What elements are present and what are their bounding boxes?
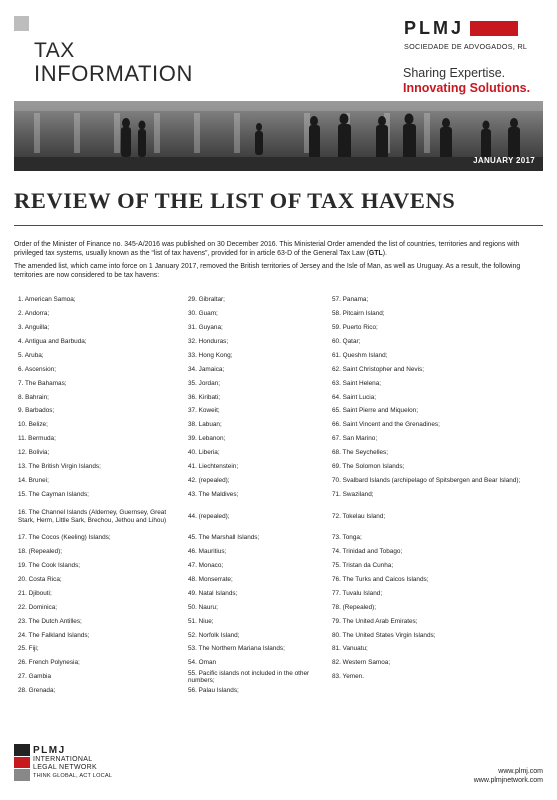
territory-item-text: 73. Tonga; bbox=[332, 534, 362, 542]
territory-item bbox=[188, 477, 324, 485]
territory-item-text: 72. Tokelau Island; bbox=[332, 512, 386, 520]
intro-text bbox=[14, 241, 543, 285]
territory-item-text: 41. Liechtenstein; bbox=[188, 463, 239, 471]
territory-item-text: 38. Labuan; bbox=[188, 421, 222, 429]
territory-item-text: 65. Saint Pierre and Miquelon; bbox=[332, 407, 418, 415]
territory-item-text: 70. Svalbard Islands (archipelago of Spitsbergen and Bear Island); bbox=[332, 476, 521, 484]
territory-item bbox=[188, 534, 324, 542]
territory-item bbox=[18, 673, 176, 681]
territory-item bbox=[18, 491, 176, 499]
title-divider bbox=[14, 225, 543, 226]
tagline-line2: Innovating Solutions. bbox=[403, 81, 531, 95]
territory-item-text: 2. Andorra; bbox=[18, 310, 50, 318]
territory-item-text: 78. (Repealed); bbox=[332, 603, 377, 611]
logo-subtitle: SOCIEDADE DE ADVOGADOS, RL bbox=[404, 42, 528, 51]
territory-item bbox=[188, 645, 324, 653]
territory-item-text: 14. Brunei; bbox=[18, 476, 49, 484]
territory-item bbox=[18, 421, 176, 429]
territory-item-text: 36. Kiribati; bbox=[188, 393, 220, 401]
territory-item bbox=[332, 393, 544, 401]
territory-item-text: 48. Monserrate; bbox=[188, 575, 233, 583]
territory-item bbox=[188, 296, 324, 304]
territory-item bbox=[188, 449, 324, 457]
territory-item-text: 30. Guam; bbox=[188, 310, 218, 318]
territory-item bbox=[188, 505, 324, 529]
territory-item bbox=[332, 338, 544, 346]
territory-item-text: 82. Western Samoa; bbox=[332, 659, 391, 667]
territory-item-text: 8. Bahrain; bbox=[18, 393, 49, 401]
territory-item-text: 16. The Channel Islands (Alderney, Guernsey, Great Stark, Herm, Little Sark, Brechou, Jethou and Lihou) bbox=[18, 509, 167, 524]
plmj-logo bbox=[404, 18, 544, 51]
tax-heading-line1: TAX bbox=[34, 39, 75, 62]
territory-item-text: 61. Queshm Island; bbox=[332, 351, 388, 359]
territory-item-text: 80. The United States Virgin Islands; bbox=[332, 631, 436, 639]
territory-item bbox=[188, 421, 324, 429]
territory-item bbox=[18, 576, 176, 584]
territory-item bbox=[332, 477, 544, 485]
territory-item bbox=[18, 435, 176, 443]
territory-item-text: 24. The Falkland Islands; bbox=[18, 631, 90, 639]
territory-item-text: 39. Lebanon; bbox=[188, 435, 226, 443]
territory-item-text: 27. Gambia bbox=[18, 673, 52, 681]
network-line-2: LEGAL NETWORK bbox=[33, 763, 97, 771]
footer-url-1[interactable]: www.plmj.com bbox=[498, 768, 543, 775]
territory-item-text: 67. San Marino; bbox=[332, 435, 378, 443]
territory-item-text: 45. The Marshall Islands; bbox=[188, 534, 260, 542]
territory-item bbox=[332, 687, 544, 695]
footer-urls bbox=[474, 767, 543, 785]
territory-item bbox=[332, 491, 544, 499]
territory-item-text: 29. Gibraltar; bbox=[188, 296, 225, 304]
territory-item-text: 53. The Northern Mariana Islands; bbox=[188, 645, 285, 653]
corner-square-decoration bbox=[14, 16, 29, 31]
territory-item bbox=[332, 631, 544, 639]
territory-item-text: 64. Saint Lucia; bbox=[332, 393, 377, 401]
tax-information-heading bbox=[34, 40, 193, 85]
territory-item bbox=[18, 407, 176, 415]
territory-item bbox=[188, 659, 324, 667]
territory-item bbox=[332, 296, 544, 304]
territory-item-text: 17. The Cocos (Keeling) Islands; bbox=[18, 534, 111, 542]
tagline bbox=[403, 66, 530, 96]
territory-item bbox=[332, 352, 544, 360]
territory-item bbox=[332, 548, 544, 556]
territory-item-text: 79. The United Arab Emirates; bbox=[332, 617, 418, 625]
territory-item bbox=[18, 393, 176, 401]
territory-item bbox=[18, 379, 176, 387]
territory-item-text: 83. Yemen. bbox=[332, 673, 364, 681]
territory-item-text: 68. The Seychelles; bbox=[332, 449, 389, 457]
territory-item bbox=[332, 617, 544, 625]
territory-item bbox=[188, 617, 324, 625]
territory-item-text: 23. The Dutch Antilles; bbox=[18, 617, 82, 625]
territory-item bbox=[332, 534, 544, 542]
territory-item-text: 63. Saint Helena; bbox=[332, 379, 382, 387]
territory-item bbox=[332, 366, 544, 374]
territory-item-text: 35. Jordan; bbox=[188, 379, 220, 387]
territory-item bbox=[332, 449, 544, 457]
territory-item bbox=[188, 338, 324, 346]
logo-red-block bbox=[470, 21, 518, 36]
territory-item bbox=[18, 463, 176, 471]
territory-item bbox=[332, 659, 544, 667]
territory-item-text: 44. (repealed); bbox=[188, 512, 230, 520]
territory-item-text: 3. Anguilla; bbox=[18, 324, 50, 332]
network-line-1: INTERNATIONAL bbox=[33, 756, 93, 764]
territory-item-text: 40. Liberia; bbox=[188, 449, 220, 457]
intro-p1-abbrev: GTL bbox=[368, 249, 383, 257]
territory-item bbox=[188, 352, 324, 360]
territory-item-text: 4. Antigua and Barbuda; bbox=[18, 337, 87, 345]
page-title: REVIEW OF THE LIST OF TAX HAVENS bbox=[14, 188, 456, 213]
territory-item-text: 9. Barbados; bbox=[18, 407, 55, 415]
territory-item bbox=[188, 491, 324, 499]
territory-item-text: 71. Swaziland; bbox=[332, 490, 374, 498]
footer-logo bbox=[14, 744, 112, 782]
territory-item-text: 1. American Samoa; bbox=[18, 296, 76, 304]
territory-item bbox=[18, 631, 176, 639]
territory-item-text: 81. Vanuatu; bbox=[332, 645, 368, 653]
territory-item-text: 26. French Polynesia; bbox=[18, 659, 80, 667]
territory-item bbox=[188, 366, 324, 374]
territory-item bbox=[188, 687, 324, 695]
territory-item bbox=[188, 576, 324, 584]
territory-item-text: 47. Monaco; bbox=[188, 562, 224, 570]
territory-item bbox=[18, 366, 176, 374]
territory-item-text: 75. Tristan da Cunha; bbox=[332, 562, 394, 570]
banner-date: JANUARY 2017 bbox=[473, 156, 535, 165]
territory-item bbox=[188, 310, 324, 318]
territory-item bbox=[332, 463, 544, 471]
territory-item-text: 32. Honduras; bbox=[188, 337, 229, 345]
territory-item bbox=[332, 576, 544, 584]
territory-item bbox=[18, 310, 176, 318]
territory-item bbox=[18, 477, 176, 485]
territory-item-text: 58. Pitcairn Island; bbox=[332, 310, 385, 318]
territory-item bbox=[18, 449, 176, 457]
territory-item bbox=[332, 435, 544, 443]
territory-item-text: 54. Oman bbox=[188, 659, 217, 667]
territory-item-text: 20. Costa Rica; bbox=[18, 575, 62, 583]
territory-item-text: 31. Guyana; bbox=[188, 324, 223, 332]
territory-item bbox=[188, 562, 324, 570]
territory-item bbox=[18, 687, 176, 695]
territory-item-text: 15. The Cayman Islands; bbox=[18, 490, 89, 498]
territory-item bbox=[18, 324, 176, 332]
territory-item-text: 66. Saint Vincent and the Grenadines; bbox=[332, 421, 440, 429]
territory-item-text: 43. The Maldives; bbox=[188, 490, 239, 498]
tax-heading-line2: INFORMATION bbox=[34, 61, 193, 86]
territory-item bbox=[188, 324, 324, 332]
territory-item-text: 49. Natal Islands; bbox=[188, 589, 238, 597]
territory-item bbox=[18, 534, 176, 542]
territory-item-text: 25. Fiji; bbox=[18, 645, 39, 653]
banner-image bbox=[14, 101, 543, 171]
tagline-line1: Sharing Expertise. bbox=[403, 66, 506, 80]
footer-url-2[interactable]: www.plmjnetwork.com bbox=[473, 777, 543, 784]
territory-item bbox=[332, 562, 544, 570]
territory-item-text: 22. Dominica; bbox=[18, 603, 58, 611]
territory-item-text: 77. Tuvalu Island; bbox=[332, 589, 383, 597]
territory-item-text: 10. Belize; bbox=[18, 421, 48, 429]
territory-item bbox=[18, 505, 176, 529]
territory-item-text: 51. Niue; bbox=[188, 617, 214, 625]
territory-item-text: 19. The Cook Islands; bbox=[18, 562, 81, 570]
territory-item bbox=[18, 338, 176, 346]
territory-item bbox=[188, 548, 324, 556]
territory-item bbox=[18, 296, 176, 304]
territory-item-text: 18. (Repealed); bbox=[18, 548, 63, 556]
territory-item-text: 52. Norfolk Island; bbox=[188, 631, 240, 639]
network-slogan: THINK GLOBAL, ACT LOCAL bbox=[33, 773, 113, 780]
territory-item-text: 74. Trinidad and Tobago; bbox=[332, 548, 403, 556]
territory-item bbox=[188, 393, 324, 401]
territory-item-text: 33. Hong Kong; bbox=[188, 351, 233, 359]
territory-item-text: 6. Ascension; bbox=[18, 365, 57, 373]
territory-item-text: 21. Djibouti; bbox=[18, 589, 52, 597]
footer-logo-text: PLMJ bbox=[33, 745, 66, 757]
territory-item-text: 55. Pacific islands not included in the other numbers; bbox=[188, 669, 310, 684]
intro-paragraph-2: The amended list, which came into force on 1 January 2017, removed the British territories of Jersey and the Isle of Man, as well as Uruguay. As a result, the following territories are now considered to be tax havens: bbox=[14, 263, 521, 279]
territory-item-text: 60. Qatar; bbox=[332, 337, 361, 345]
territory-item bbox=[332, 407, 544, 415]
territory-item bbox=[18, 645, 176, 653]
banner-photo-illustration bbox=[14, 101, 543, 171]
territory-item-text: 12. Bolivia; bbox=[18, 449, 50, 457]
territory-item bbox=[18, 548, 176, 556]
territory-item-text: 62. Saint Christopher and Nevis; bbox=[332, 365, 425, 373]
intro-p1-text: Order of the Minister of Finance no. 345-A/2016 was published on 30 December 2016. This Ministerial Order amended the list of countries, territories and regions with privileged tax systems, usually known as the “list of tax havens”, provided for in article 63-D of the General Tax Law ( bbox=[14, 241, 520, 257]
territory-item bbox=[188, 379, 324, 387]
territory-item-text: 34. Jamaica; bbox=[188, 365, 225, 373]
intro-p1-end: ). bbox=[382, 249, 387, 257]
territory-item bbox=[188, 435, 324, 443]
logo-text: PLMJ bbox=[404, 18, 465, 38]
territory-item bbox=[332, 604, 544, 612]
territory-item bbox=[188, 604, 324, 612]
network-logo-bars bbox=[14, 744, 30, 782]
territory-item bbox=[332, 590, 544, 598]
territory-item bbox=[332, 310, 544, 318]
territory-item bbox=[18, 562, 176, 570]
territory-item bbox=[18, 590, 176, 598]
territory-item-text: 7. The Bahamas; bbox=[18, 379, 67, 387]
territory-item bbox=[18, 352, 176, 360]
territory-item bbox=[18, 617, 176, 625]
territory-item-text: 57. Panama; bbox=[332, 296, 369, 304]
territory-item bbox=[332, 645, 544, 653]
territory-item bbox=[18, 604, 176, 612]
territory-item-text: 42. (repealed); bbox=[188, 476, 230, 484]
territory-item-text: 28. Grenada; bbox=[18, 687, 56, 695]
territory-item-text: 11. Bermuda; bbox=[18, 435, 56, 443]
territory-item bbox=[188, 590, 324, 598]
territory-item bbox=[332, 379, 544, 387]
intro-paragraph-1 bbox=[14, 241, 543, 258]
territory-item-text: 5. Aruba; bbox=[18, 351, 44, 359]
territory-item bbox=[332, 505, 544, 529]
territory-item bbox=[332, 324, 544, 332]
territory-item-text: 37. Koweit; bbox=[188, 407, 220, 415]
territory-item bbox=[332, 421, 544, 429]
territory-item-text: 13. The British Virgin Islands; bbox=[18, 463, 101, 471]
territory-item-text: 50. Nauru; bbox=[188, 603, 218, 611]
territory-item-text: 56. Palau Islands; bbox=[188, 687, 239, 695]
territory-item bbox=[188, 631, 324, 639]
territory-item bbox=[332, 673, 544, 681]
territory-item bbox=[188, 669, 324, 684]
territory-item-text: 46. Mauritius; bbox=[188, 548, 227, 556]
territory-item bbox=[188, 407, 324, 415]
territory-item-text: 59. Puerto Rico; bbox=[332, 324, 378, 332]
territory-item bbox=[188, 463, 324, 471]
territory-item bbox=[18, 659, 176, 667]
territory-item-text: 69. The Solomon Islands; bbox=[332, 463, 405, 471]
territory-item-text: 76. The Turks and Caicos Islands; bbox=[332, 575, 429, 583]
